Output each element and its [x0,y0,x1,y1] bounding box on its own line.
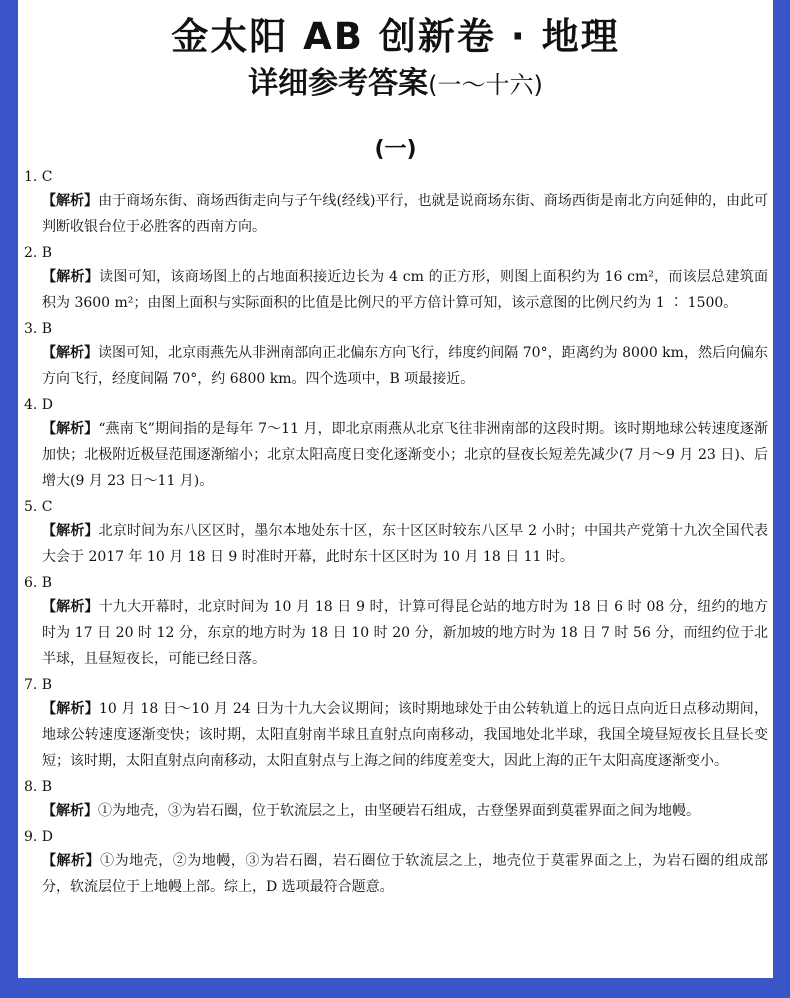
question-number: 2. B [24,245,53,261]
question-number: 3. B [24,321,53,337]
question-number: 7. B [24,677,53,693]
explanation-text: “燕南飞”期间指的是每年 7～11 月，即北京雨燕从北京飞往非洲南部的这段时期。该时期地球公转速度逐渐加快；北极附近极昼范围逐渐缩小；北京太阳高度日变化逐渐变小；北京的昼夜长短差先减少(7 月～9 月 23 日)、后增大(9 月 23 日～11 月)。 [42,421,768,489]
question-explanation [24,188,768,240]
question-item [24,776,768,824]
question-explanation [24,696,768,774]
explanation-tag: 【解析】 [42,523,99,539]
explanation-tag: 【解析】 [42,193,99,209]
explanation-tag: 【解析】 [42,345,99,361]
explanation-tag: 【解析】 [42,269,100,285]
question-number: 1. C [24,169,53,185]
question-item [24,826,768,900]
question-item [24,394,768,494]
answer-list [24,166,768,902]
explanation-tag: 【解析】 [42,599,99,615]
explanation-text: 由于商场东街、商场西街走向与子午线(经线)平行，也就是说商场东街、商场西街是南北方向延伸的，由此可判断收银台位于必胜客的西南方向。 [42,193,769,235]
question-item [24,496,768,570]
question-number: 8. B [24,779,53,795]
explanation-tag: 【解析】 [42,701,99,717]
question-explanation [24,594,768,672]
question-explanation [24,264,768,316]
section-heading: (一) [374,137,417,162]
question-number: 5. C [24,499,53,515]
explanation-tag: 【解析】 [42,421,99,437]
explanation-text: ①为地壳，③为岩石圈，位于软流层之上，由坚硬岩石组成，古登堡界面到莫霍界面之间为地幔。 [98,803,700,819]
explanation-text: 10 月 18 日～10 月 24 日为十九大会议期间；该时期地球处于由公转轨道上的远日点向近日点移动期间，地球公转速度逐渐变快；该时期，太阳直射南半球且直射点向南移动，我国地处北半球，我国全境昼短夜长且昼长变短；该时期，太阳直射点向南移动，太阳直射点与上海之间的纬度差变大，因此上海的正午太阳高度逐渐变小。 [42,701,768,769]
explanation-text: 北京时间为东八区区时，墨尔本地处东十区，东十区区时较东八区早 2 小时；中国共产党第十九次全国代表大会于 2017 年 10 月 18 日 9 时准时开幕，此时东十区区时为 10 月 18 日 11 时。 [42,523,769,565]
question-explanation [24,340,768,392]
explanation-text: 十九大开幕时，北京时间为 10 月 18 日 9 时，计算可得昆仑站的地方时为 18 日 6 时 08 分，纽约的地方时为 17 日 20 时 12 分，东京的地方时为 18 日 10 时 20 分，新加坡的地方时为 18 日 7 时 56 分，而纽约位于北半球，且昼短夜长，可能已经日落。 [42,599,768,667]
document-title: 金太阳 AB 创新卷 · 地理 [171,15,620,58]
question-number: 6. B [24,575,53,591]
subtitle-range: (一～十六) [428,71,543,99]
answer-page [18,0,773,978]
question-explanation [24,798,768,824]
explanation-tag: 【解析】 [42,853,101,869]
subtitle-text: 详细参考答案 [248,66,429,101]
document-subtitle [18,58,773,102]
question-item [24,318,768,392]
question-explanation [24,416,768,494]
question-item [24,166,768,240]
explanation-tag: 【解析】 [42,803,98,819]
explanation-text: 读图可知，该商场图上的占地面积接近边长为 4 cm 的正方形，则图上面积约为 16 cm²，而该层总建筑面积为 3600 m²；由图上面积与实际面积的比值是比例尺的平方倍计算可知，该示意图的比例尺约为 1 ∶ 1500。 [42,269,768,311]
explanation-text: 读图可知，北京雨燕先从非洲南部向正北偏东方向飞行，纬度约间隔 70°，距离约为 8000 km，然后向偏东方向飞行，经度间隔 70°，约 6800 km。四个选项中，B 项最接近。 [42,345,768,387]
question-explanation [24,848,768,900]
question-item [24,572,768,672]
question-item [24,242,768,316]
question-item [24,674,768,774]
explanation-text: ①为地壳，②为地幔，③为岩石圈，岩石圈位于软流层之上，地壳位于莫霍界面之上，为岩石圈的组成部分，软流层位于上地幔上部。综上，D 选项最符合题意。 [42,853,768,895]
question-explanation [24,518,768,570]
question-number: 4. D [24,397,54,413]
question-number: 9. D [24,829,54,845]
